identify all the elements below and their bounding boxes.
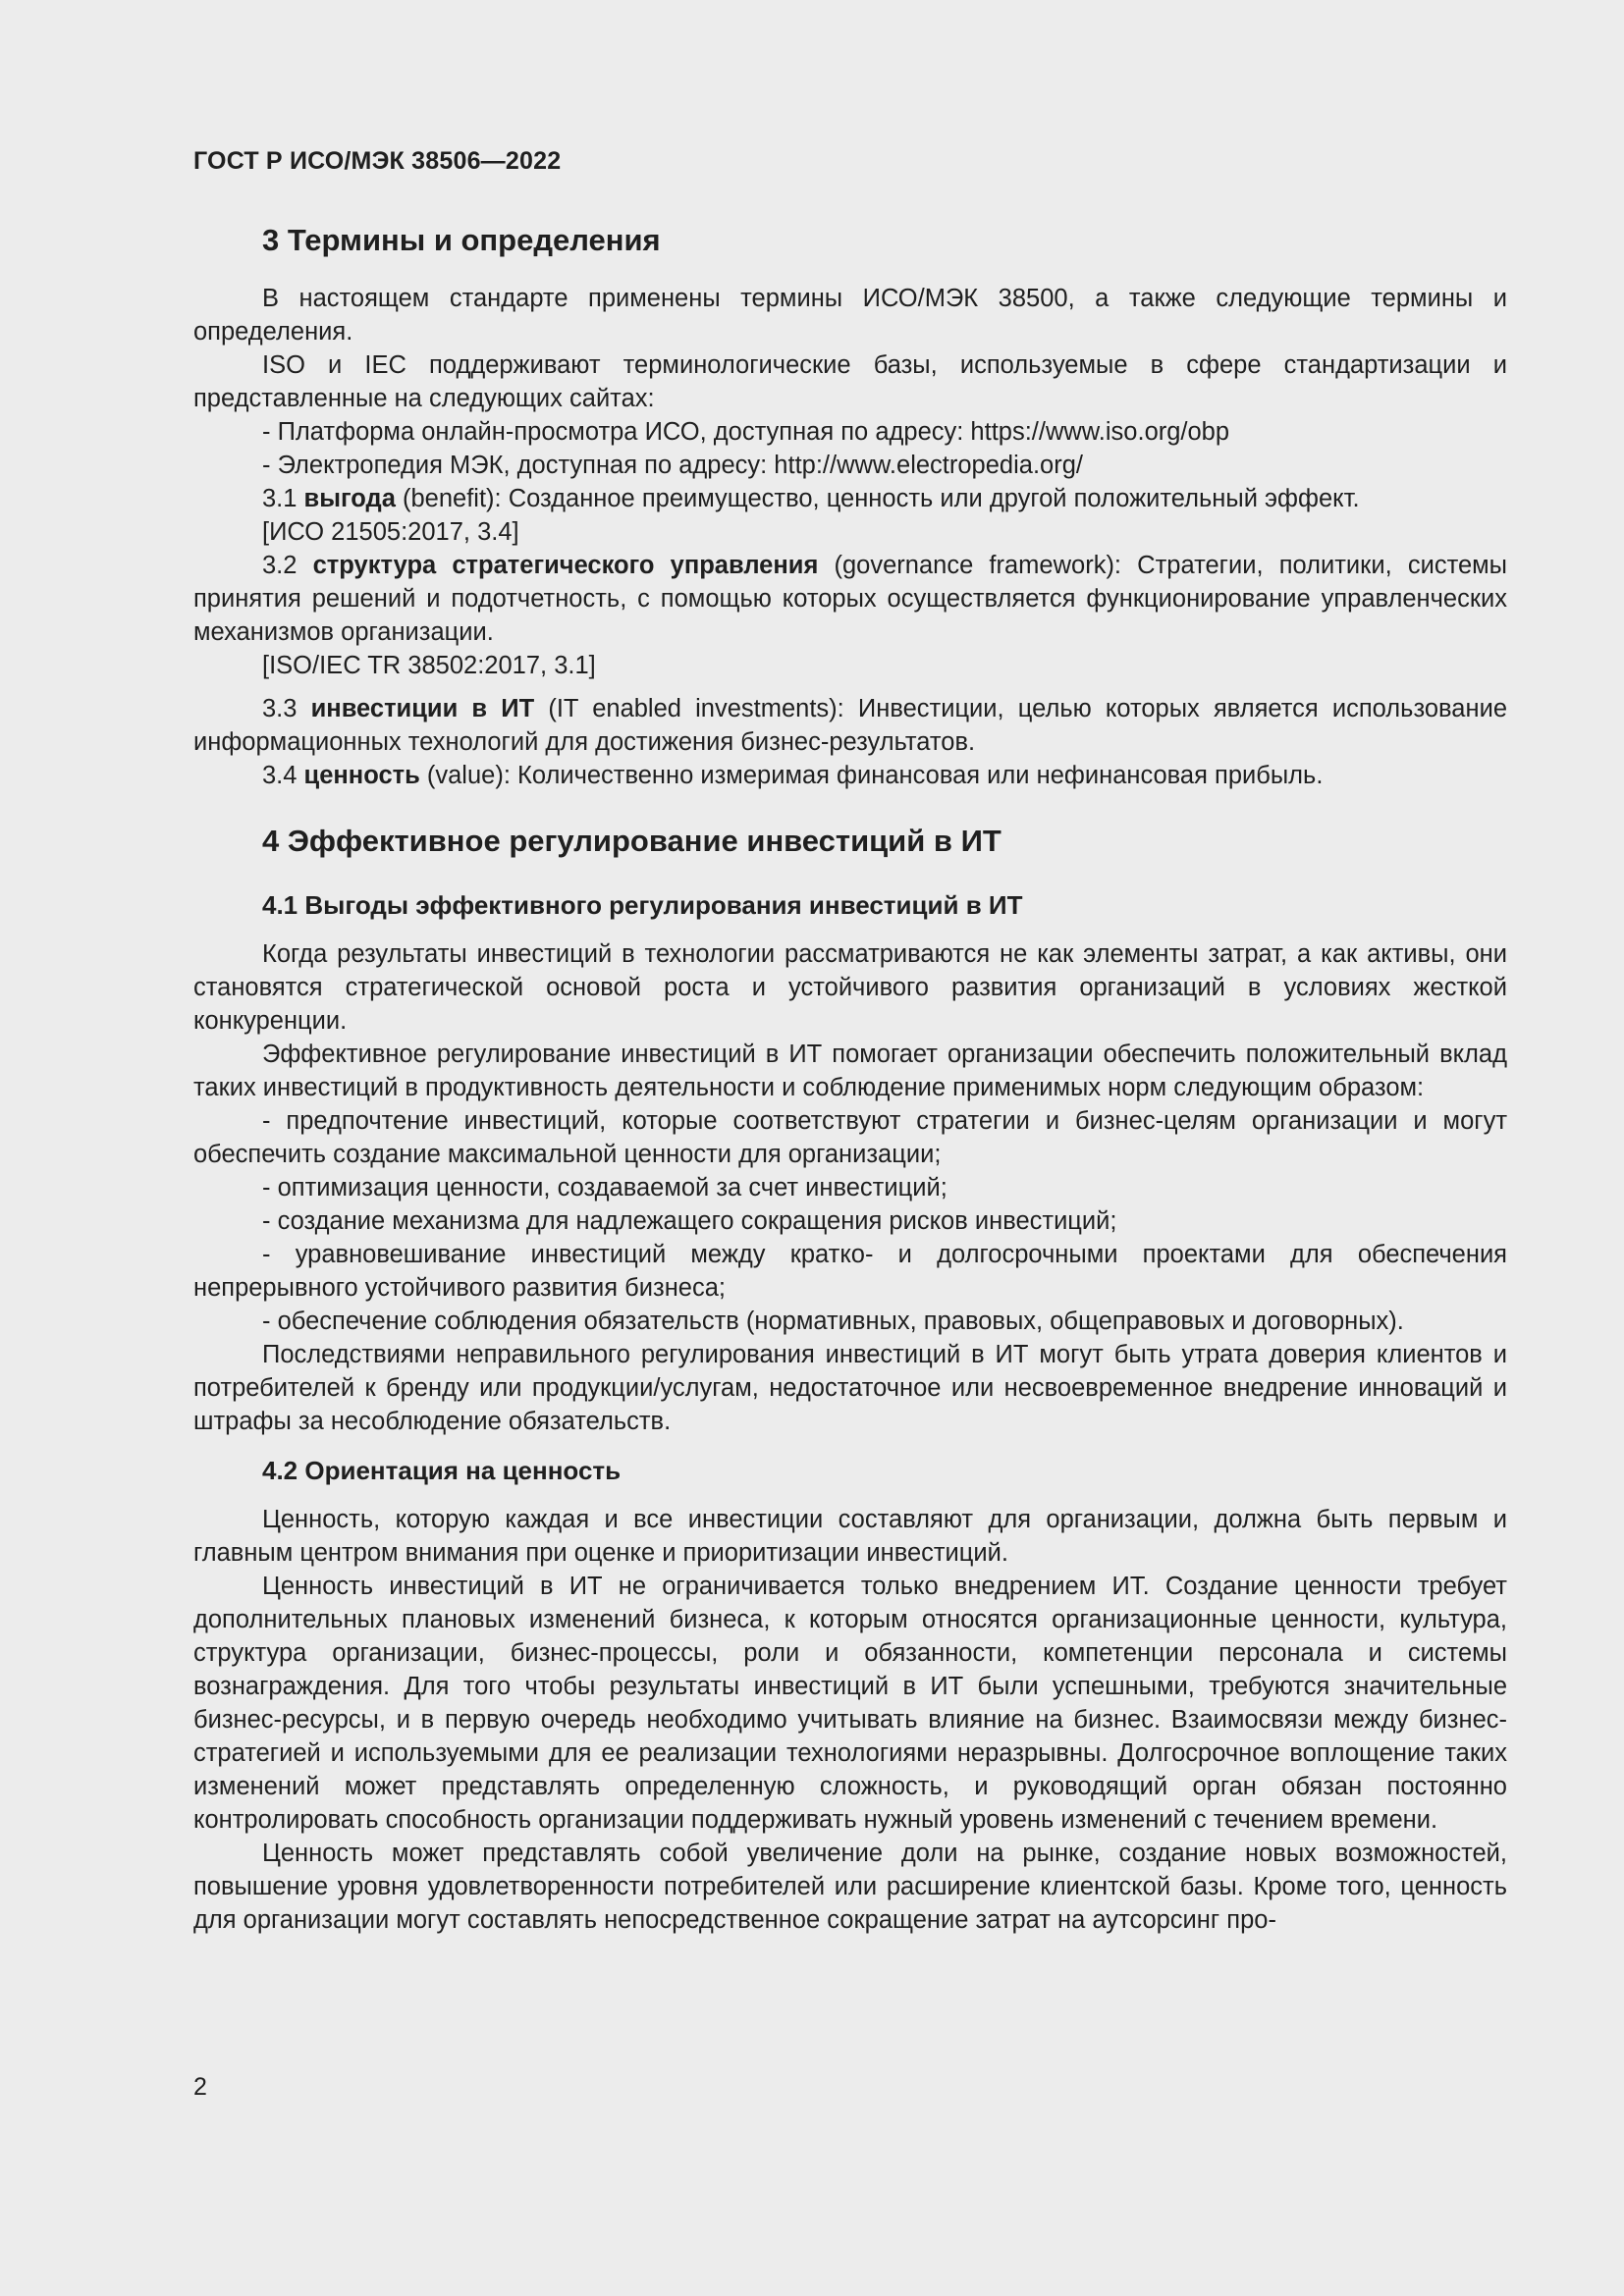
term-3-2-reference: [ISO/IEC TR 38502:2017, 3.1] (262, 652, 596, 679)
list-item: - предпочтение инвестиций, которые соответствуют стратегии и бизнес-целям организации и могут обеспечить создание максимальной ценности для организации; (193, 1107, 1507, 1168)
site-item-iso: - Платформа онлайн-просмотра ИСО, доступная по адресу: https://www.iso.org/obp (262, 418, 1230, 446)
term-3-1 (193, 482, 1507, 515)
subsection-4-1-paragraph: Последствиями неправильного регулирования инвестиций в ИТ могут быть утрата доверия клиентов и потребителей к бренду или продукции/услугам, недостаточное или несвоевременное внедрение инноваций и штрафы за несоблюдение обязательств. (193, 1341, 1507, 1435)
term-definition: (benefit): Созданное преимущество, ценность или другой положительный эффект. (395, 485, 1360, 512)
list-item: - уравновешивание инвестиций между кратко- и долгосрочными проектами для обеспечения непрерывного устойчивого развития бизнеса; (193, 1241, 1507, 1302)
subsection-4-1-paragraph: Когда результаты инвестиций в технологии рассматриваются не как элементы затрат, а как активы, они становятся стратегической основой роста и устойчивого развития организаций в условиях жесткой конкуренции. (193, 940, 1507, 1035)
term-number: 3.1 (262, 485, 304, 512)
term-definition: (governance framework): Стратегии, политики, системы принятия решений и подотчетность, с помощью которых осуществляется функционирование управленческих механизмов организации. (193, 552, 1508, 646)
subsection-4-2-title: 4.2 Ориентация на ценность (262, 1456, 622, 1485)
term-definition: (value): Количественно измеримая финансовая или нефинансовая прибыль. (419, 762, 1324, 789)
list-item: - создание механизма для надлежащего сокращения рисков инвестиций; (262, 1207, 1117, 1235)
term-name: ценность (303, 762, 420, 789)
term-3-4 (193, 759, 1507, 792)
section-3-intro-2: ISO и IEC поддерживают терминологические базы, используемые в сфере стандартизации и представленные на следующих сайтах: (193, 351, 1507, 412)
page-number: 2 (193, 2073, 207, 2101)
term-name: инвестиции в ИТ (310, 695, 535, 722)
term-3-2 (193, 549, 1507, 649)
site-item-iec: - Электропедия МЭК, доступная по адресу: http://www.electropedia.org/ (262, 452, 1083, 479)
term-number: 3.2 (262, 552, 313, 579)
list-item: - обеспечение соблюдения обязательств (нормативных, правовых, общеправовых и договорных). (262, 1308, 1404, 1335)
term-name: структура стратегического управления (312, 552, 819, 579)
section-4-title: 4 Эффективное регулирование инвестиций в ИТ (262, 824, 1001, 858)
section-3-title: 3 Термины и определения (262, 223, 661, 257)
term-number: 3.3 (262, 695, 311, 722)
term-definition: (IT enabled investments): Инвестиции, целью которых является использование информационных технологий для достижения бизнес-результатов. (193, 695, 1507, 756)
section-3-intro-1: В настоящем стандарте применены термины ИСО/МЭК 38500, а также следующие термины и определения. (193, 285, 1507, 346)
document-header: ГОСТ Р ИСО/МЭК 38506—2022 (193, 147, 562, 175)
subsection-4-2-paragraph: Ценность инвестиций в ИТ не ограничивается только внедрением ИТ. Создание ценности требует дополнительных плановых изменений бизнеса, к которым относятся организационные ценности, культура, структура организации, бизнес-процессы, роли и обязанности, компетенции персонала и системы вознаграждения. Для того чтобы результаты инвестиций в ИТ были успешными, требуются значительные бизнес-ресурсы, и в первую очередь необходимо учитывать влияние на бизнес. Взаимосвязи между бизнес-стратегией и используемыми для ее реализации технологиями неразрывны. Долгосрочное воплощение таких изменений может представлять определенную сложность, и руководящий орган обязан постоянно контролировать способность организации поддерживать нужный уровень изменений с течением времени. (193, 1573, 1507, 1834)
subsection-4-2-paragraph: Ценность может представлять собой увеличение доли на рынке, создание новых возможностей, повышение уровня удовлетворенности потребителей или расширение клиентской базы. Кроме того, ценность для организации могут составлять непосредственное сокращение затрат на аутсорсинг про- (193, 1840, 1507, 1934)
list-item: - оптимизация ценности, создаваемой за счет инвестиций; (262, 1174, 947, 1201)
term-3-3 (193, 692, 1507, 759)
subsection-4-1-title: 4.1 Выгоды эффективного регулирования инвестиций в ИТ (262, 890, 1023, 920)
term-name: выгода (303, 485, 396, 512)
subsection-4-2-paragraph: Ценность, которую каждая и все инвестиции составляют для организации, должна быть первым и главным центром внимания при оценке и приоритизации инвестиций. (193, 1506, 1507, 1567)
term-number: 3.4 (262, 762, 304, 789)
term-3-1-reference: [ИСО 21505:2017, 3.4] (262, 518, 519, 546)
document-body (193, 221, 1507, 1937)
subsection-4-1-paragraph: Эффективное регулирование инвестиций в ИТ помогает организации обеспечить положительный вклад таких инвестиций в продуктивность деятельности и соблюдение применимых норм следующим образом: (193, 1041, 1507, 1101)
